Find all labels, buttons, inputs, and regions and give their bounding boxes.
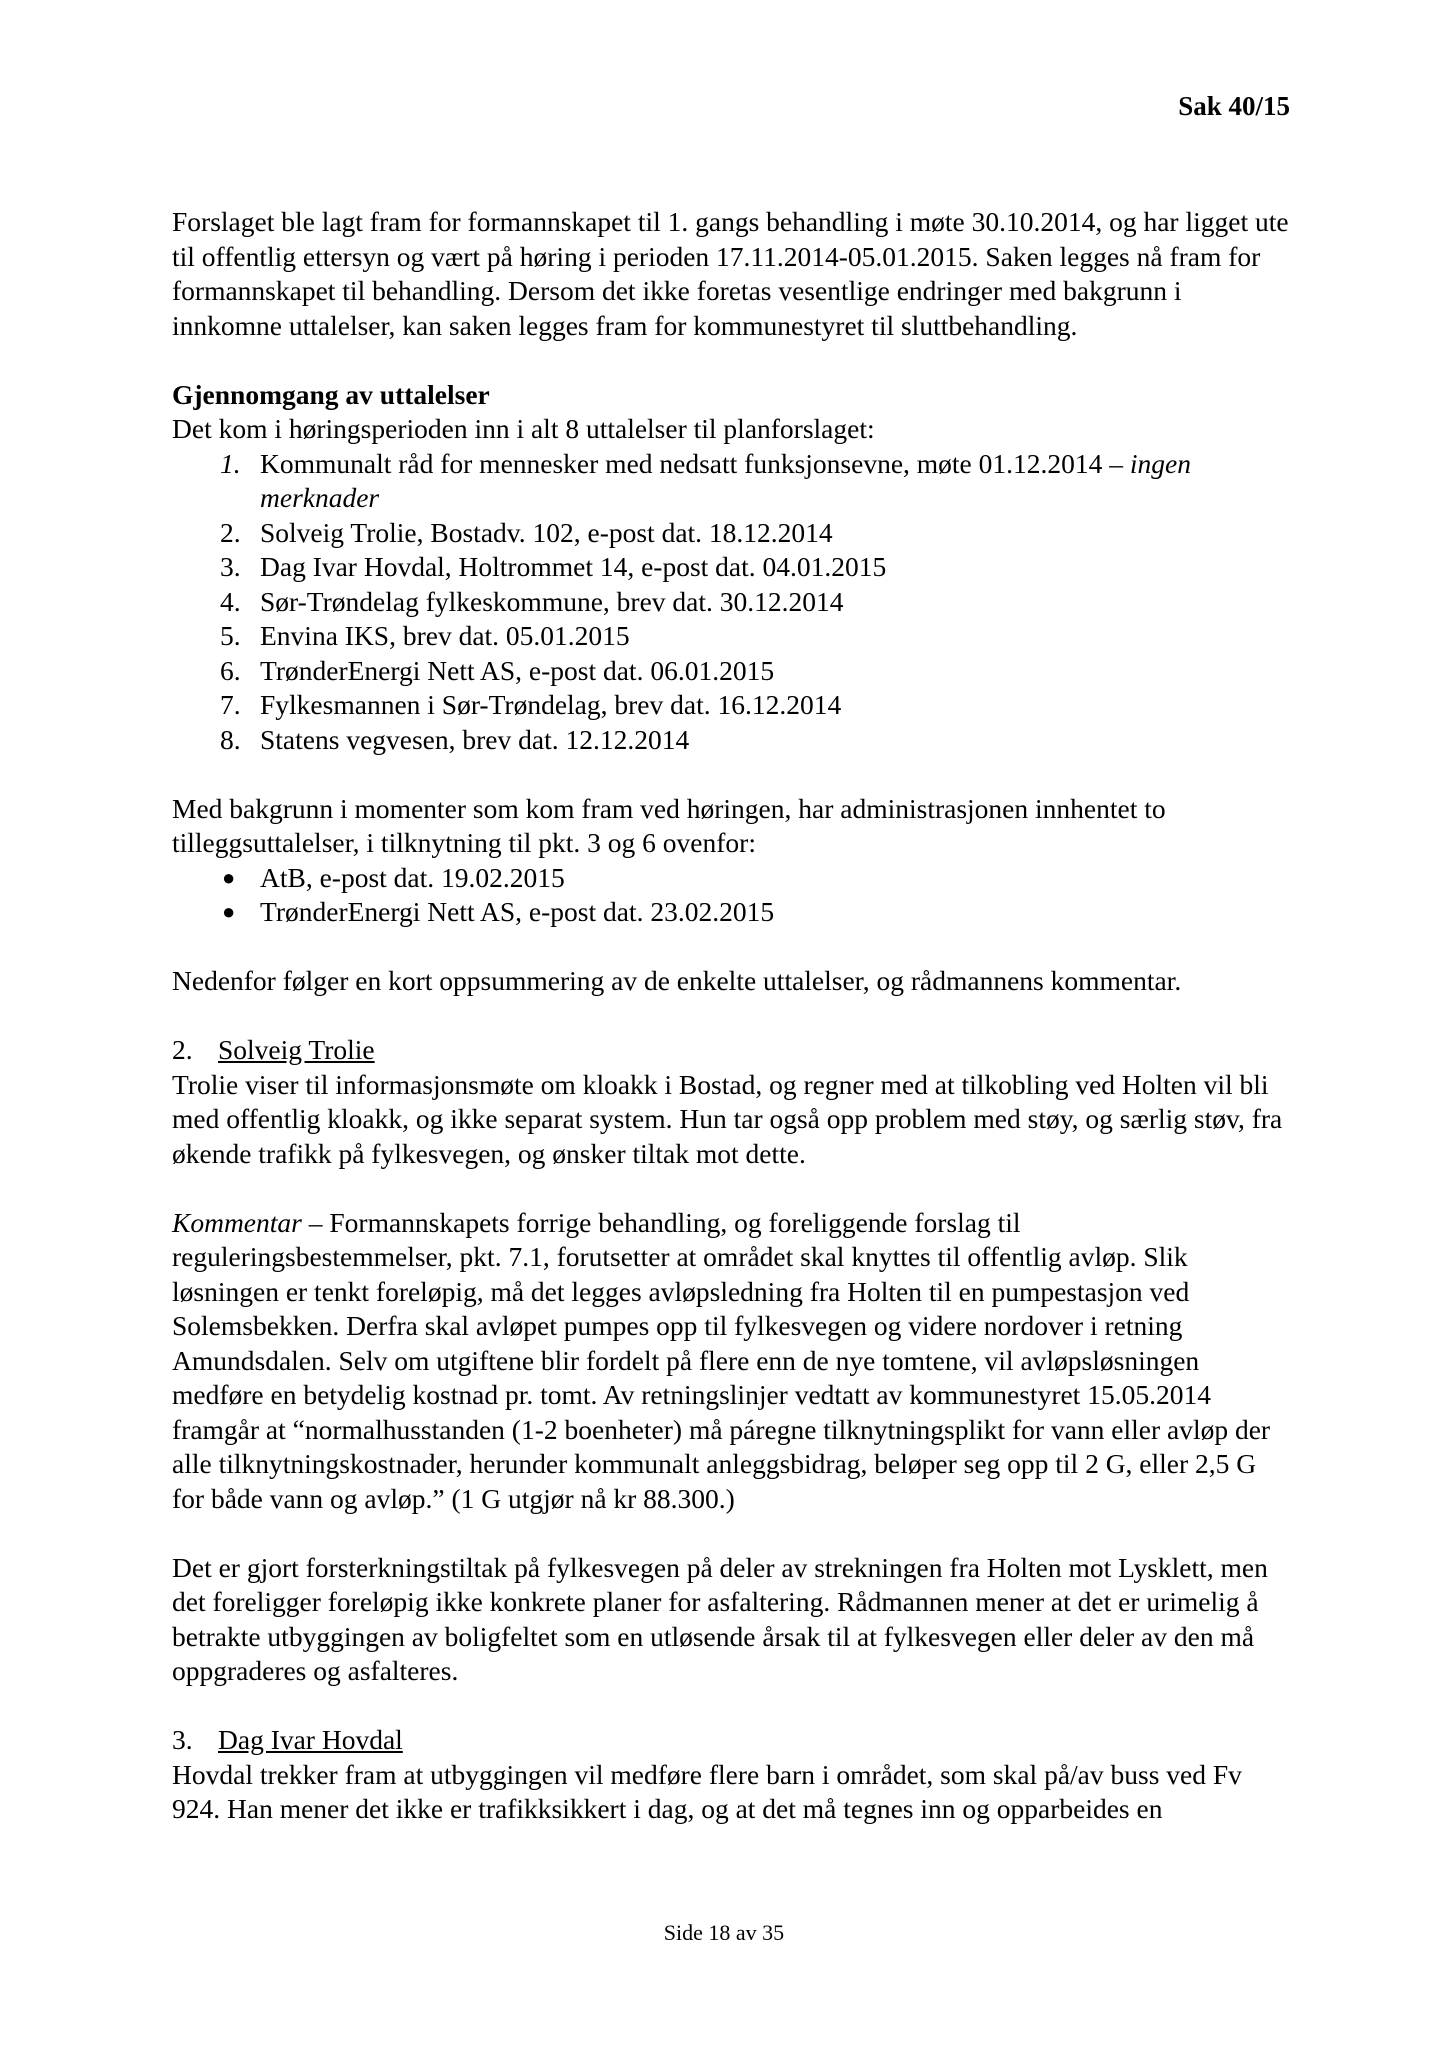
intro-paragraph: Forslaget ble lagt fram for formannskapet til 1. gangs behandling i møte 30.10.2014, og har ligget ute til offentlig ettersyn og vært på høring i perioden 17.11.2014-05.01.2015. Saken legges nå fram for formannskapet til behandling. Dersom det ikke foretas vesentlige endringer med bakgrunn i innkomne uttalelser, kan saken legges fram for kommunestyret til sluttbehandling. bbox=[172, 206, 1289, 341]
bullet-item bbox=[172, 895, 1292, 930]
section-2-text-2: Det er gjort forsterkningstiltak på fylkesvegen på deler av strekningen fra Holten mot Lysklett, men det foreligger foreløpig ikke konkrete planer for asfaltering. Rådmannen mener at det er urimelig å betrakte utbyggingen av boligfeltet som en utløsende årsak til at fylkesvegen eller deler av den må oppgraderes og asfalteres. bbox=[172, 1551, 1268, 1686]
list-item-text: TrønderEnergi Nett AS, e-post dat. 06.01.2015 bbox=[260, 654, 775, 686]
review-lead: Det kom i høringsperioden inn i alt 8 uttalelser til planforslaget: bbox=[172, 413, 875, 444]
list-item-text: Dag Ivar Hovdal, Holtrommet 14, e-post dat. 04.01.2015 bbox=[260, 551, 887, 582]
bullet-item bbox=[172, 861, 1292, 896]
list-item-number: 5. bbox=[220, 620, 241, 651]
list-item bbox=[172, 516, 1292, 551]
list-item bbox=[172, 550, 1292, 585]
summary-lead: Nedenfor følger en kort oppsummering av de enkelte uttalelser, og rådmannens kommentar. bbox=[172, 965, 1182, 996]
list-item-number: 7. bbox=[220, 689, 241, 720]
section-2-text: Trolie viser til informasjonsmøte om kloakk i Bostad, og regner med at tilkobling ved Holten vil bli med offentlig kloakk, og ikke separat system. Hun tar også opp problem med støy, og særlig støv, fra økende trafikk på fylkesvegen, og ønsker tiltak mot dette. bbox=[172, 1068, 1283, 1169]
list-item-text: Solveig Trolie, Bostadv. 102, e-post dat. 18.12.2014 bbox=[260, 516, 833, 548]
comment-text: – Formannskapets forrige behandling, og foreliggende forslag til reguleringsbestemmelser, pkt. 7.1, forutsetter at området skal knyttes til offentlig avløp. Slik løsningen er tenkt foreløpig, må det legges avløpsledning fra Holten til en pumpestasjon ved Solemsbekken. Derfra skal avløpet pumpes opp til fylkesvegen og videre nordover i retning Amundsdalen. Selv om utgiftene blir fordelt på flere enn de nye tomtene, vil avløpsløsningen medføre en betydelig kostnad pr. tomt. Av retningslinjer vedtatt av kommunestyret 15.05.2014 framgår at “normalhusstanden (1-2 boenheter) må páregne tilknytningsplikt for vann eller avløp der alle tilknytningskostnader, herunder kommunalt anleggsbidrag, beløper seg opp til 2 G, eller 2,5 G for både vann og avløp.” (1 G utgjør nå kr 88.300.) bbox=[172, 1206, 1271, 1514]
list-item-text: Fylkesmannen i Sør-Trøndelag, brev dat. 16.12.2014 bbox=[260, 689, 842, 720]
list-item-number: 6. bbox=[220, 654, 241, 686]
comment-label: Kommentar bbox=[172, 1206, 302, 1238]
document-body bbox=[172, 205, 1292, 1827]
list-item bbox=[172, 688, 1292, 723]
list-item bbox=[172, 447, 1292, 516]
list-item-number: 8. bbox=[220, 723, 241, 755]
section-3-heading bbox=[172, 1723, 1292, 1758]
list-item bbox=[172, 585, 1292, 620]
section-2-heading bbox=[172, 1033, 1292, 1068]
supplement-list bbox=[172, 861, 1292, 930]
page-footer: Side 18 av 35 bbox=[663, 1920, 785, 1945]
list-item-text: Statens vegvesen, brev dat. 12.12.2014 bbox=[260, 723, 690, 755]
bullet-text: TrønderEnergi Nett AS, e-post dat. 23.02.2015 bbox=[260, 896, 775, 927]
list-item-text: Kommunalt råd for mennesker med nedsatt funksjonsevne, møte 01.12.2014 – bbox=[260, 447, 1130, 479]
list-item bbox=[172, 723, 1292, 758]
section-3-text: Hovdal trekker fram at utbyggingen vil medføre flere barn i området, som skal på/av buss ved Fv 924. Han mener det ikke er trafikksikkert i dag, og at det må tegnes inn og opparbeides en bbox=[172, 1758, 1242, 1824]
bullet-icon: ● bbox=[222, 864, 236, 890]
bullet-icon: ● bbox=[222, 899, 236, 924]
list-item-number: 4. bbox=[220, 585, 241, 617]
section-2-comment bbox=[172, 1206, 1292, 1517]
list-item bbox=[172, 619, 1292, 654]
statement-list bbox=[172, 447, 1292, 758]
list-item bbox=[172, 654, 1292, 689]
section-title: Dag Ivar Hovdal bbox=[218, 1724, 403, 1755]
review-heading: Gjennomgang av uttalelser bbox=[172, 378, 490, 410]
list-item-number: 3. bbox=[220, 551, 241, 582]
bullet-text: AtB, e-post dat. 19.02.2015 bbox=[260, 861, 565, 893]
list-item-note: ingen merknader bbox=[260, 447, 1191, 513]
supplement-lead: Med bakgrunn i momenter som kom fram ved høringen, har administrasjonen innhentet to tilleggsuttalelser, i tilknytning til pkt. 3 og 6 ovenfor: bbox=[172, 792, 1166, 858]
case-number: Sak 40/15 bbox=[1178, 91, 1290, 121]
section-number: 3. bbox=[172, 1724, 193, 1755]
list-item-number: 1. bbox=[220, 447, 241, 479]
section-title: Solveig Trolie bbox=[218, 1034, 375, 1065]
section-number: 2. bbox=[172, 1034, 193, 1065]
list-item-text: Envina IKS, brev dat. 05.01.2015 bbox=[260, 620, 630, 651]
list-item-text: Sør-Trøndelag fylkeskommune, brev dat. 30.12.2014 bbox=[260, 585, 844, 617]
list-item-number: 2. bbox=[220, 516, 241, 548]
